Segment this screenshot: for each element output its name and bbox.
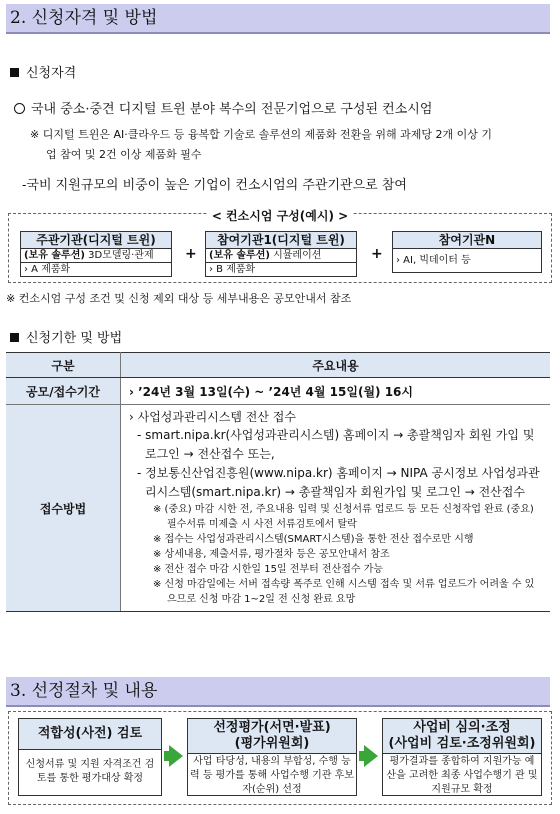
participant1-solution-value: 시뮬레이션 [269, 250, 322, 261]
step-1-body: 신청서류 및 지원 자격조건 검토를 통한 평가대상 확정 [25, 759, 155, 784]
eligibility-main-text: 국내 중소·중견 디지털 트윈 분야 복수의 전문기업으로 구성된 컨소시엄 [31, 102, 433, 117]
lead-agency-header: 주관기관(디지털 트윈) [21, 232, 171, 249]
participant1-solution-label: (보유 솔루션) [209, 250, 270, 261]
table-row [6, 378, 550, 405]
method-note-3: ※ 상세내용, 제출서류, 평가절차 등은 공모안내서 참조 [153, 549, 390, 560]
method-note-1: ※ (중요) 마감 시한 전, 주요내용 입력 및 신청서류 업로드 등 모든 신청작업 완료 (중요) 필수서류 미제출 시 사전 서류검토에서 탈락 [153, 504, 534, 530]
participant1-header: 참여기관1(디지털 트윈) [206, 232, 356, 249]
row-val-method [121, 405, 551, 612]
table-header-content: 주요내용 [121, 353, 551, 378]
arrow-right-icon [169, 745, 183, 767]
plus-sign-1: + [185, 246, 197, 262]
eligibility-note-line2: 업 참여 및 2건 이상 제품화 필수 [46, 148, 202, 161]
lead-agency-box [20, 231, 172, 277]
step-2-header [188, 719, 356, 754]
participant1-solution [206, 249, 356, 263]
step-2-body: 사업 타당성, 내용의 부합성, 수행 능력 등 평가를 통해 사업수행 기관 후보자(순위) 선정 [190, 756, 354, 795]
step-3-header [383, 719, 541, 754]
eligibility-note-line1: ※ 디지털 트윈은 AI·클라우드 등 융복합 기술로 솔루션의 제품화 전환을 위해 과제당 2개 이상 기 [30, 128, 492, 141]
lead-agency-product: › A 제품화 [24, 264, 71, 275]
method-note-4: ※ 전산 접수 마감 시한일 15일 전부터 전산접수 가능 [153, 564, 384, 575]
step-1-box [18, 718, 162, 796]
participantN-header: 참여기관N [393, 232, 541, 249]
participantN-box [392, 231, 542, 273]
lead-agency-solution [21, 249, 171, 263]
arrow-right-icon [364, 745, 378, 767]
circle-bullet-icon [14, 103, 25, 114]
schedule-table [6, 352, 550, 612]
step-3-body: 평가결과를 종합하여 지원가능 예산을 고려한 최종 사업수행기 관 및 지원규모 확정 [386, 756, 538, 795]
eligibility-main-bullet [14, 98, 432, 117]
consortium-note: ※ 컨소시엄 구성 조건 및 신청 제외 대상 등 세부내용은 공모안내서 참조 [6, 292, 352, 305]
step-2-box [187, 718, 357, 796]
step-3-box [382, 718, 542, 796]
section-2-title: 2. 신청자격 및 방법 [6, 4, 550, 34]
row-key-method: 접수방법 [6, 405, 121, 612]
method-note-2: ※ 접수는 사업성과관리시스템(SMART시스템)을 통한 전산 접수로만 시행 [153, 534, 474, 545]
lead-agency-line: -국비 지원규모의 비중이 높은 기업이 컨소시엄의 주관기관으로 참여 [22, 178, 407, 193]
method-note-5: ※ 신청 마감일에는 서버 접속량 폭주로 인해 시스템 접속 및 서류 업로드가 어려울 수 있으므로 신청 마감 1~2일 전 신청 완료 요망 [153, 579, 535, 605]
lead-solution-value: 3D모델링·관제 [84, 250, 154, 261]
method-line-smart: - smart.nipa.kr(사업성과관리시스템) 홈페이지 → 총괄책임자 회원 가입 및 로그인 → 전산접수 또는, [137, 428, 535, 461]
participant1-product: › B 제품화 [209, 264, 256, 275]
consortium-title-wrap [0, 207, 560, 224]
table-header-row [6, 353, 550, 378]
step-3-header-line2: (사업비 검토·조정위원회) [388, 736, 536, 751]
participant1-box [205, 231, 357, 277]
lead-solution-label: (보유 솔루션) [24, 250, 85, 261]
eligibility-heading [10, 62, 76, 81]
method-line-nipa: - 정보통신산업진흥원(www.nipa.kr) 홈페이지 → NIPA 공시정보 사업성과관리시스템(smart.nipa.kr) → 총괄책임자 회원가입 및 로그인 → 전산접수 [137, 466, 540, 499]
table-header-category: 구분 [6, 353, 121, 378]
plus-sign-2: + [371, 246, 383, 262]
schedule-heading [10, 327, 122, 346]
square-bullet-icon [10, 68, 19, 77]
participantN-item: › AI, 빅데이터 등 [396, 255, 471, 266]
schedule-heading-text: 신청기한 및 방법 [26, 331, 123, 346]
method-line-main: › 사업성과관리시스템 전산 접수 [129, 410, 296, 424]
step-2-header-line1: 선정평가(서면·발표) [213, 720, 331, 735]
step-3-header-line1: 사업비 심의·조정 [413, 720, 511, 735]
step-2-header-line2: (평가위원회) [234, 736, 310, 751]
table-row [6, 405, 550, 612]
consortium-title: < 컨소시엄 구성(예시) > [208, 209, 352, 223]
row-key-period: 공모/접수기간 [6, 378, 121, 405]
eligibility-heading-text: 신청자격 [26, 66, 77, 81]
row-val-period: › ’24년 3월 13일(수) ~ ’24년 4월 15일(월) 16시 [121, 378, 551, 405]
step-1-header: 적합성(사전) 검토 [19, 719, 161, 750]
section-3-title: 3. 선정절차 및 내용 [6, 677, 550, 707]
square-bullet-icon [10, 333, 19, 342]
